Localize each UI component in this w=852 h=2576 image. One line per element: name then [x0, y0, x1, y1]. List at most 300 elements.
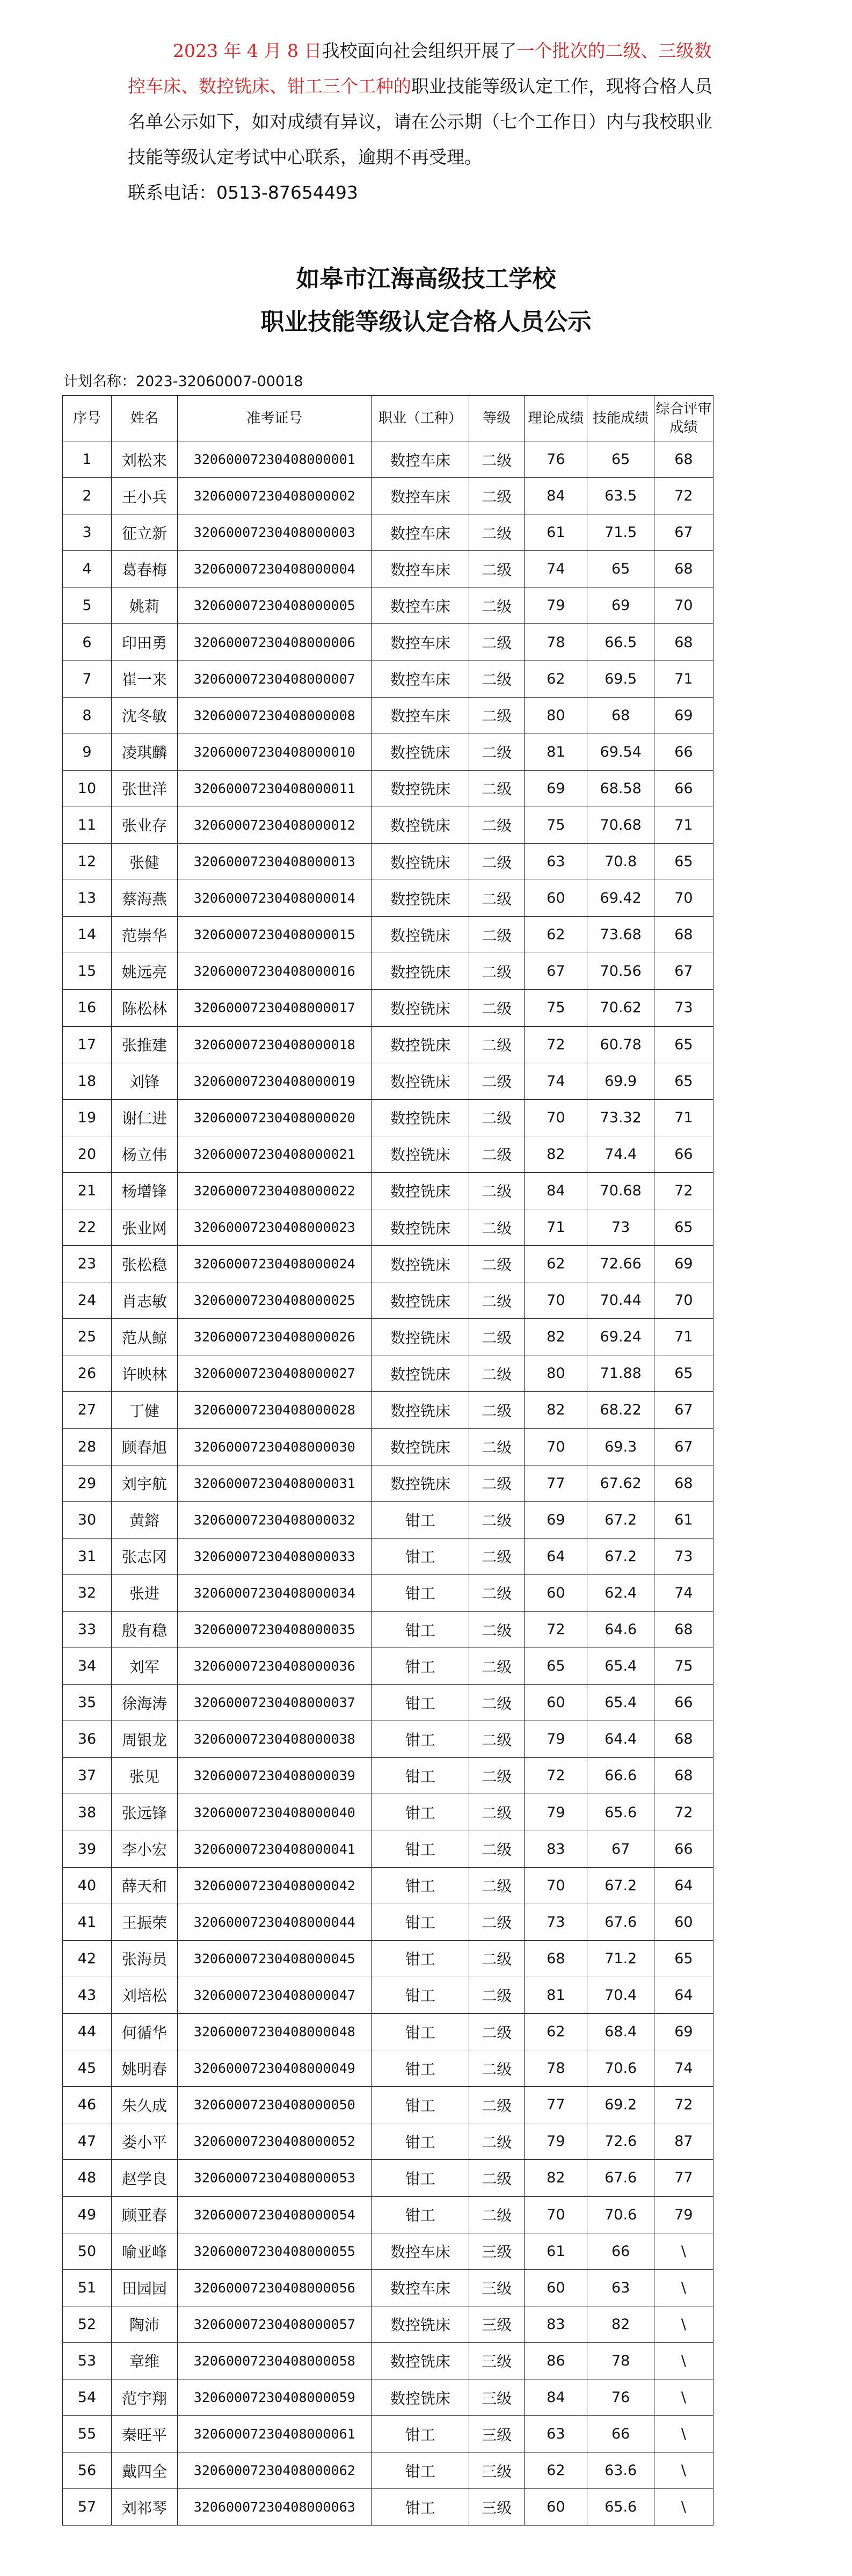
theory-score: 62 [525, 2452, 587, 2489]
theory-score: 79 [525, 1794, 587, 1831]
overall-score: \ [654, 2379, 713, 2415]
candidate-name: 征立新 [111, 514, 177, 551]
skill-score: 71.5 [587, 514, 654, 551]
announcement-lead: 我校面向社会组织开展了 [322, 40, 517, 61]
table-row [63, 1319, 713, 1355]
theory-score: 69 [525, 770, 587, 807]
table-row [63, 441, 713, 478]
exam-id: 32060007230408000019 [178, 1063, 372, 1099]
row-number: 30 [63, 1501, 112, 1538]
skill-score: 73.32 [587, 1099, 654, 1136]
table-row [63, 1392, 713, 1428]
candidate-name: 沈冬敏 [111, 697, 177, 734]
theory-score: 61 [525, 2233, 587, 2269]
exam-id: 32060007230408000053 [178, 2160, 372, 2196]
level: 二级 [469, 1612, 525, 1648]
level: 二级 [469, 1721, 525, 1758]
table-row [63, 1648, 713, 1685]
exam-id: 32060007230408000033 [178, 1538, 372, 1574]
row-number: 4 [63, 551, 112, 587]
row-number: 18 [63, 1063, 112, 1099]
col-exam-id-header: 准考证号 [178, 396, 372, 441]
skill-score: 70.68 [587, 1172, 654, 1209]
announcement-paragraph [128, 33, 729, 175]
skill-score: 69 [587, 587, 654, 624]
level: 二级 [469, 1172, 525, 1209]
table-row [63, 917, 713, 953]
level: 二级 [469, 917, 525, 953]
row-number: 25 [63, 1319, 112, 1355]
table-row [63, 1977, 713, 2013]
level: 二级 [469, 1867, 525, 1904]
candidate-name: 姚莉 [111, 587, 177, 624]
overall-score: 61 [654, 1501, 713, 1538]
row-number: 1 [63, 441, 112, 478]
announcement-highlight: 一个批次的二级、三级数控车床、数控铣床、钳工三个工种的 [128, 40, 712, 97]
theory-score: 70 [525, 1282, 587, 1319]
exam-id: 32060007230408000023 [178, 1209, 372, 1245]
candidate-name: 章维 [111, 2342, 177, 2379]
theory-score: 68 [525, 1940, 587, 1977]
candidate-name: 何循华 [111, 2014, 177, 2050]
overall-score: 64 [654, 1977, 713, 2013]
occupation: 钳工 [372, 2489, 469, 2526]
skill-score: 74.4 [587, 1136, 654, 1172]
exam-id: 32060007230408000032 [178, 1501, 372, 1538]
occupation: 数控铣床 [372, 917, 469, 953]
row-number: 38 [63, 1794, 112, 1831]
candidate-name: 丁健 [111, 1392, 177, 1428]
theory-score: 84 [525, 478, 587, 514]
overall-score: 70 [654, 587, 713, 624]
overall-score: 66 [654, 1831, 713, 1867]
skill-score: 63.5 [587, 478, 654, 514]
table-row [63, 1685, 713, 1721]
table-row [63, 1721, 713, 1758]
occupation: 数控车床 [372, 697, 469, 734]
row-number: 31 [63, 1538, 112, 1574]
skill-score: 71.88 [587, 1355, 654, 1392]
table-row [63, 2050, 713, 2087]
row-number: 16 [63, 990, 112, 1026]
plan-label: 计划名称： [63, 373, 136, 390]
occupation: 数控铣床 [372, 1319, 469, 1355]
occupation: 数控铣床 [372, 1026, 469, 1063]
table-row [63, 514, 713, 551]
level: 二级 [469, 1758, 525, 1794]
skill-score: 65.6 [587, 1794, 654, 1831]
row-number: 52 [63, 2306, 112, 2342]
exam-id: 32060007230408000039 [178, 1758, 372, 1794]
row-number: 56 [63, 2452, 112, 2489]
occupation: 数控铣床 [372, 770, 469, 807]
candidate-name: 张志冈 [111, 1538, 177, 1574]
exam-id: 32060007230408000004 [178, 551, 372, 587]
skill-score: 65.4 [587, 1648, 654, 1685]
table-row [63, 2342, 713, 2379]
table-row [63, 770, 713, 807]
table-row [63, 697, 713, 734]
level: 二级 [469, 1246, 525, 1282]
skill-score: 67 [587, 1831, 654, 1867]
theory-score: 60 [525, 1685, 587, 1721]
skill-score: 70.68 [587, 807, 654, 843]
overall-score: \ [654, 2452, 713, 2489]
candidate-name: 赵学良 [111, 2160, 177, 2196]
theory-score: 82 [525, 2160, 587, 2196]
table-row [63, 2233, 713, 2269]
skill-score: 70.6 [587, 2196, 654, 2233]
exam-id: 32060007230408000036 [178, 1648, 372, 1685]
row-number: 34 [63, 1648, 112, 1685]
level: 二级 [469, 1538, 525, 1574]
skill-score: 66 [587, 2416, 654, 2452]
exam-id: 32060007230408000012 [178, 807, 372, 843]
level: 二级 [469, 514, 525, 551]
skill-score: 60.78 [587, 1026, 654, 1063]
overall-score: \ [654, 2233, 713, 2269]
table-row [63, 587, 713, 624]
overall-score: 71 [654, 1099, 713, 1136]
row-number: 11 [63, 807, 112, 843]
row-number: 42 [63, 1940, 112, 1977]
row-number: 39 [63, 1831, 112, 1867]
candidate-name: 薛天和 [111, 1867, 177, 1904]
overall-score: 87 [654, 2123, 713, 2160]
skill-score: 68.4 [587, 2014, 654, 2050]
occupation: 钳工 [372, 1940, 469, 1977]
overall-score: 65 [654, 1355, 713, 1392]
candidate-name: 肖志敏 [111, 1282, 177, 1319]
exam-id: 32060007230408000048 [178, 2014, 372, 2050]
exam-id: 32060007230408000007 [178, 661, 372, 697]
skill-score: 70.62 [587, 990, 654, 1026]
candidate-name: 印田勇 [111, 624, 177, 661]
col-overall-header: 综合评审成绩 [654, 396, 713, 441]
row-number: 35 [63, 1685, 112, 1721]
theory-score: 72 [525, 1758, 587, 1794]
level: 二级 [469, 2123, 525, 2160]
table-row [63, 661, 713, 697]
candidate-name: 张见 [111, 1758, 177, 1794]
overall-score: 74 [654, 1574, 713, 1611]
table-row [63, 1246, 713, 1282]
plan-value: 2023-32060007-00018 [136, 373, 303, 390]
table-row [63, 1538, 713, 1574]
row-number: 20 [63, 1136, 112, 1172]
level: 三级 [469, 2379, 525, 2415]
theory-score: 83 [525, 1831, 587, 1867]
overall-score: 71 [654, 807, 713, 843]
exam-id: 32060007230408000020 [178, 1099, 372, 1136]
table-row [63, 2087, 713, 2123]
level: 二级 [469, 1904, 525, 1940]
theory-score: 82 [525, 1392, 587, 1428]
table-row [63, 990, 713, 1026]
theory-score: 78 [525, 2050, 587, 2087]
candidate-name: 刘宇航 [111, 1465, 177, 1501]
theory-score: 60 [525, 1574, 587, 1611]
occupation: 钳工 [372, 2196, 469, 2233]
table-row [63, 1465, 713, 1501]
occupation: 数控铣床 [372, 880, 469, 917]
overall-score: 68 [654, 441, 713, 478]
table-row [63, 1501, 713, 1538]
row-number: 51 [63, 2269, 112, 2306]
row-number: 12 [63, 844, 112, 880]
contact-label: 联系电话： [128, 182, 216, 203]
candidate-name: 张松稳 [111, 1246, 177, 1282]
overall-score: 72 [654, 1172, 713, 1209]
level: 二级 [469, 1831, 525, 1867]
overall-score: 65 [654, 1026, 713, 1063]
row-number: 24 [63, 1282, 112, 1319]
level: 三级 [469, 2416, 525, 2452]
theory-score: 62 [525, 917, 587, 953]
overall-score: \ [654, 2269, 713, 2306]
skill-score: 73 [587, 1209, 654, 1245]
theory-score: 79 [525, 1721, 587, 1758]
overall-score: 68 [654, 1758, 713, 1794]
skill-score: 78 [587, 2342, 654, 2379]
candidate-name: 范崇华 [111, 917, 177, 953]
skill-score: 63 [587, 2269, 654, 2306]
overall-score: 66 [654, 1136, 713, 1172]
level: 二级 [469, 2160, 525, 2196]
col-skill-header: 技能成绩 [587, 396, 654, 441]
overall-score: 67 [654, 1428, 713, 1465]
level: 二级 [469, 661, 525, 697]
level: 二级 [469, 1063, 525, 1099]
table-row [63, 2123, 713, 2160]
table-row [63, 551, 713, 587]
candidate-name: 黄鎔 [111, 1501, 177, 1538]
exam-id: 32060007230408000058 [178, 2342, 372, 2379]
exam-id: 32060007230408000042 [178, 1867, 372, 1904]
occupation: 数控铣床 [372, 1136, 469, 1172]
candidate-name: 戴四全 [111, 2452, 177, 2489]
skill-score: 65.4 [587, 1685, 654, 1721]
overall-score: 68 [654, 551, 713, 587]
level: 三级 [469, 2306, 525, 2342]
occupation: 数控铣床 [372, 2342, 469, 2379]
row-number: 53 [63, 2342, 112, 2379]
exam-id: 32060007230408000035 [178, 1612, 372, 1648]
row-number: 29 [63, 1465, 112, 1501]
exam-id: 32060007230408000022 [178, 1172, 372, 1209]
occupation: 钳工 [372, 2452, 469, 2489]
skill-score: 69.42 [587, 880, 654, 917]
row-number: 17 [63, 1026, 112, 1063]
table-row [63, 2160, 713, 2196]
skill-score: 72.6 [587, 2123, 654, 2160]
row-number: 7 [63, 661, 112, 697]
exam-id: 32060007230408000021 [178, 1136, 372, 1172]
table-row [63, 734, 713, 770]
level: 二级 [469, 1099, 525, 1136]
level: 三级 [469, 2233, 525, 2269]
candidate-name: 张进 [111, 1574, 177, 1611]
table-row [63, 1904, 713, 1940]
level: 二级 [469, 1026, 525, 1063]
occupation: 钳工 [372, 2123, 469, 2160]
table-row [63, 1758, 713, 1794]
skill-score: 66.6 [587, 1758, 654, 1794]
theory-score: 70 [525, 1428, 587, 1465]
theory-score: 83 [525, 2306, 587, 2342]
exam-id: 32060007230408000045 [178, 1940, 372, 1977]
col-occupation-header: 职业（工种） [372, 396, 469, 441]
occupation: 数控铣床 [372, 1063, 469, 1099]
exam-id: 32060007230408000063 [178, 2489, 372, 2526]
level: 二级 [469, 1574, 525, 1611]
candidate-name: 范从鲸 [111, 1319, 177, 1355]
theory-score: 79 [525, 587, 587, 624]
skill-score: 65.6 [587, 2489, 654, 2526]
occupation: 数控铣床 [372, 1355, 469, 1392]
candidate-name: 刘松来 [111, 441, 177, 478]
table-row [63, 880, 713, 917]
level: 三级 [469, 2489, 525, 2526]
occupation: 数控铣床 [372, 734, 469, 770]
row-number: 43 [63, 1977, 112, 2013]
level: 二级 [469, 1319, 525, 1355]
level: 二级 [469, 1794, 525, 1831]
exam-id: 32060007230408000002 [178, 478, 372, 514]
occupation: 数控车床 [372, 587, 469, 624]
theory-score: 70 [525, 1867, 587, 1904]
exam-id: 32060007230408000025 [178, 1282, 372, 1319]
theory-score: 84 [525, 2379, 587, 2415]
row-number: 26 [63, 1355, 112, 1392]
level: 二级 [469, 697, 525, 734]
table-row [63, 1282, 713, 1319]
contact-line [128, 175, 729, 211]
school-name: 如皋市江海高级技工学校 [296, 265, 556, 293]
theory-score: 63 [525, 844, 587, 880]
exam-id: 32060007230408000062 [178, 2452, 372, 2489]
candidate-name: 许映林 [111, 1355, 177, 1392]
overall-score: 70 [654, 880, 713, 917]
candidate-name: 张世洋 [111, 770, 177, 807]
occupation: 数控铣床 [372, 990, 469, 1026]
level: 二级 [469, 844, 525, 880]
table-row [63, 2416, 713, 2452]
occupation: 钳工 [372, 2050, 469, 2087]
level: 二级 [469, 770, 525, 807]
skill-score: 70.56 [587, 953, 654, 990]
row-number: 23 [63, 1246, 112, 1282]
table-row [63, 1794, 713, 1831]
exam-id: 32060007230408000030 [178, 1428, 372, 1465]
row-number: 2 [63, 478, 112, 514]
table-row [63, 1172, 713, 1209]
exam-id: 32060007230408000026 [178, 1319, 372, 1355]
overall-score: 73 [654, 990, 713, 1026]
level: 三级 [469, 2269, 525, 2306]
candidate-name: 张业存 [111, 807, 177, 843]
table-row [63, 1026, 713, 1063]
skill-score: 72.66 [587, 1246, 654, 1282]
row-number: 36 [63, 1721, 112, 1758]
level: 二级 [469, 1977, 525, 2013]
skill-score: 76 [587, 2379, 654, 2415]
level: 二级 [469, 587, 525, 624]
occupation: 数控铣床 [372, 1246, 469, 1282]
skill-score: 64.6 [587, 1612, 654, 1648]
occupation: 钳工 [372, 2160, 469, 2196]
occupation: 钳工 [372, 2087, 469, 2123]
skill-score: 66.5 [587, 624, 654, 661]
level: 二级 [469, 807, 525, 843]
exam-id: 32060007230408000050 [178, 2087, 372, 2123]
skill-score: 67.6 [587, 1904, 654, 1940]
candidate-name: 顾春旭 [111, 1428, 177, 1465]
table-row [63, 2489, 713, 2526]
level: 三级 [469, 2452, 525, 2489]
candidate-name: 张推建 [111, 1026, 177, 1063]
candidate-name: 张健 [111, 844, 177, 880]
exam-id: 32060007230408000052 [178, 2123, 372, 2160]
table-row [63, 1136, 713, 1172]
exam-id: 32060007230408000037 [178, 1685, 372, 1721]
row-number: 28 [63, 1428, 112, 1465]
candidate-name: 姚明春 [111, 2050, 177, 2087]
row-number: 22 [63, 1209, 112, 1245]
overall-score: 68 [654, 1465, 713, 1501]
level: 二级 [469, 953, 525, 990]
occupation: 数控铣床 [372, 953, 469, 990]
skill-score: 69.3 [587, 1428, 654, 1465]
skill-score: 68.22 [587, 1392, 654, 1428]
theory-score: 80 [525, 1355, 587, 1392]
row-number: 54 [63, 2379, 112, 2415]
level: 二级 [469, 1685, 525, 1721]
row-number: 27 [63, 1392, 112, 1428]
theory-score: 74 [525, 551, 587, 587]
overall-score: 69 [654, 1246, 713, 1282]
exam-id: 32060007230408000001 [178, 441, 372, 478]
table-row [63, 1574, 713, 1611]
row-number: 3 [63, 514, 112, 551]
skill-score: 68 [587, 697, 654, 734]
theory-score: 60 [525, 2489, 587, 2526]
candidate-name: 陶沛 [111, 2306, 177, 2342]
candidate-name: 张业网 [111, 1209, 177, 1245]
row-number: 46 [63, 2087, 112, 2123]
overall-score: 65 [654, 1063, 713, 1099]
candidate-name: 刘祁琴 [111, 2489, 177, 2526]
table-row [63, 2196, 713, 2233]
row-number: 50 [63, 2233, 112, 2269]
skill-score: 67.62 [587, 1465, 654, 1501]
overall-score: 64 [654, 1867, 713, 1904]
overall-score: 74 [654, 2050, 713, 2087]
overall-score: 68 [654, 1721, 713, 1758]
skill-score: 66 [587, 2233, 654, 2269]
overall-score: \ [654, 2342, 713, 2379]
row-number: 9 [63, 734, 112, 770]
overall-score: 65 [654, 1940, 713, 1977]
table-row [63, 1428, 713, 1465]
occupation: 钳工 [372, 1977, 469, 2013]
exam-id: 32060007230408000016 [178, 953, 372, 990]
exam-id: 32060007230408000040 [178, 1794, 372, 1831]
candidate-name: 葛春梅 [111, 551, 177, 587]
candidate-name: 杨增锋 [111, 1172, 177, 1209]
table-row [63, 1063, 713, 1099]
occupation: 数控铣床 [372, 2379, 469, 2415]
